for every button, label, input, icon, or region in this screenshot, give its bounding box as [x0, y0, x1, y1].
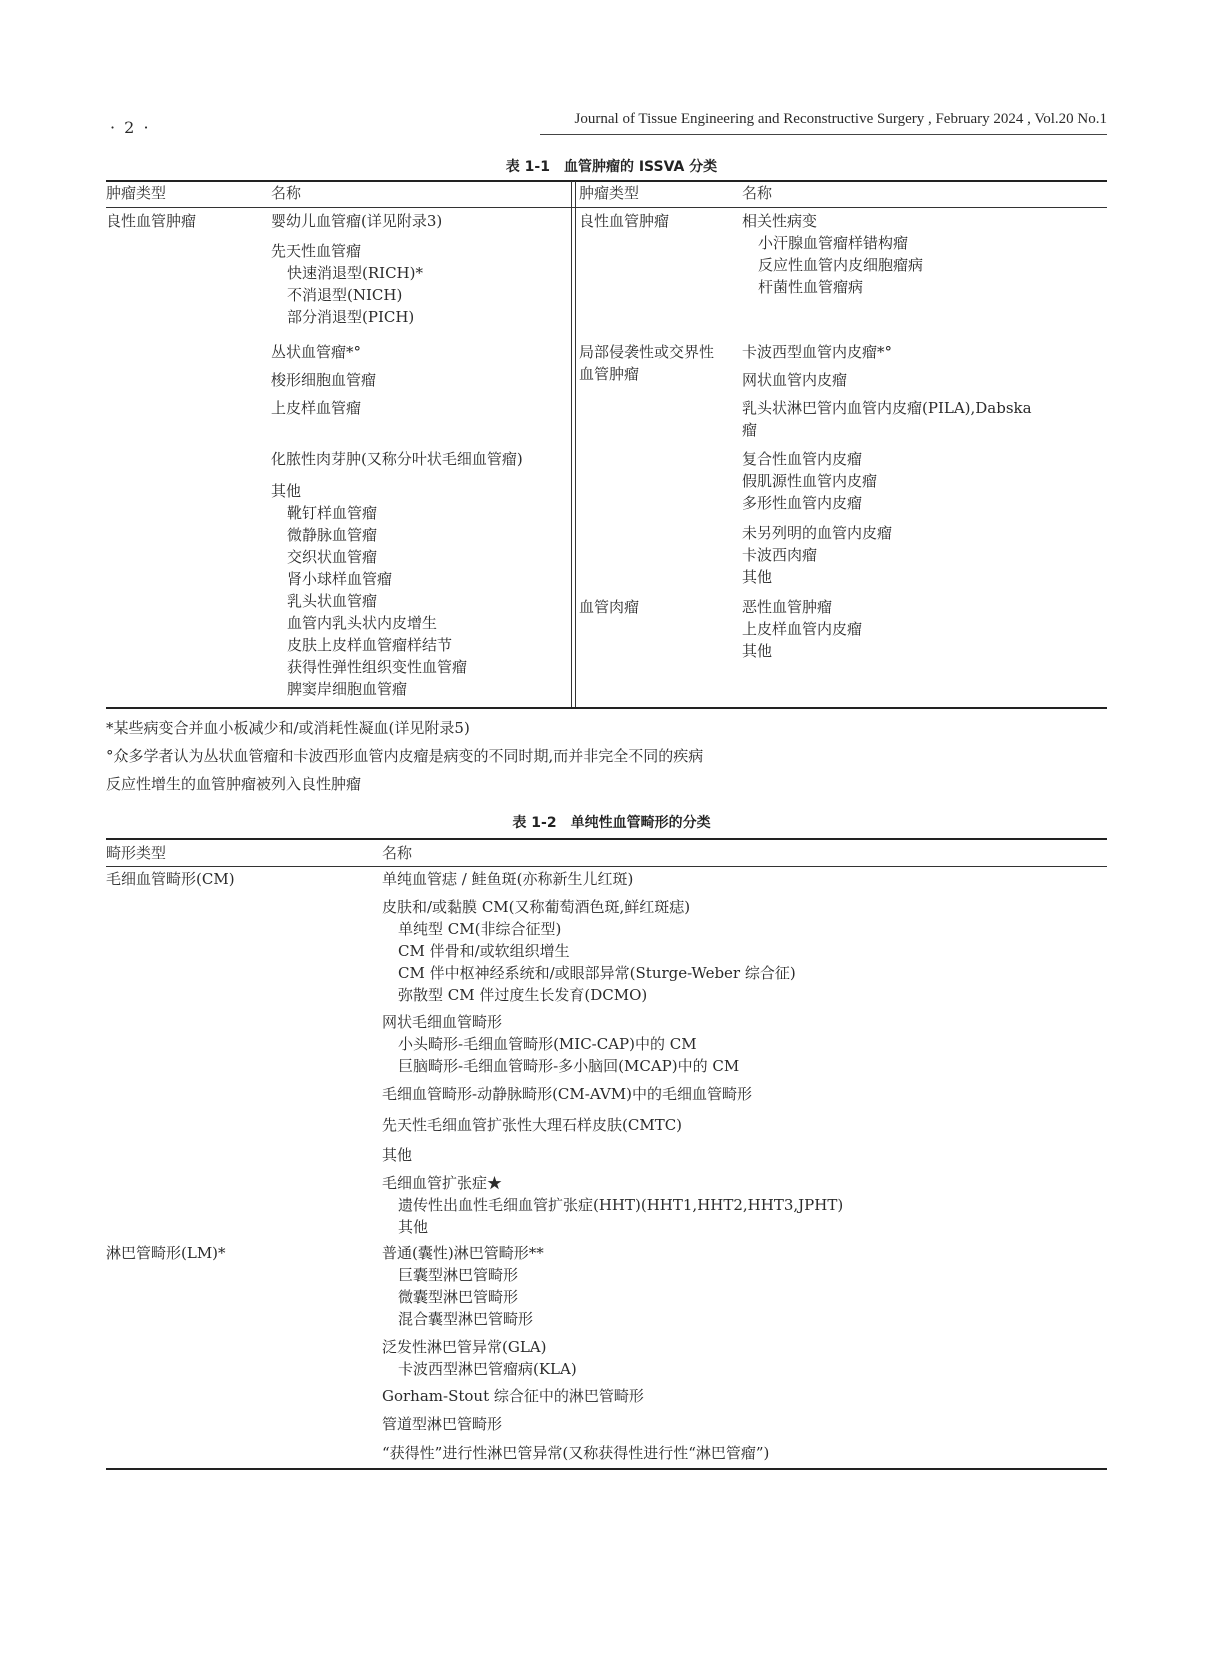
table-cell: 其他	[398, 1218, 429, 1236]
table-cell: 获得性弹性组织变性血管瘤	[287, 658, 468, 676]
page-number: · 2 ·	[110, 118, 151, 137]
table-cell: 其他	[742, 642, 773, 660]
table-cell: 网状血管内皮瘤	[742, 371, 848, 389]
table-footnote: °众多学者认为丛状血管瘤和卡波西形血管内皮瘤是病变的不同时期,而并非完全不同的疾病	[106, 747, 704, 765]
malformation-type: 毛细血管畸形(CM)	[106, 870, 235, 888]
table-cell: 卡波西型血管内皮瘤*°	[742, 343, 893, 361]
header-rule	[540, 134, 1107, 135]
table-cell: CM 伴中枢神经系统和/或眼部异常(Sturge-Weber 综合征)	[398, 964, 796, 982]
table-cell: 卡波西型淋巴管瘤病(KLA)	[398, 1360, 577, 1378]
table-cell: 皮肤和/或黏膜 CM(又称葡萄酒色斑,鲜红斑痣)	[382, 898, 691, 916]
table-cell: 毛细血管畸形-动静脉畸形(CM-AVM)中的毛细血管畸形	[382, 1085, 752, 1103]
tumor-type: 血管肿瘤	[579, 365, 640, 383]
table-cell: 多形性血管内皮瘤	[742, 494, 863, 512]
table-cell: 其他	[271, 482, 302, 500]
table-cell: 未另列明的血管内皮瘤	[742, 524, 893, 542]
running-head: Journal of Tissue Engineering and Reconstructive Surgery , February 2024 , Vol.20 No.1	[574, 111, 1107, 127]
table-cell: 靴钉样血管瘤	[287, 504, 378, 522]
table1-bottom-rule	[106, 707, 1107, 709]
table-cell: 不消退型(NICH)	[287, 286, 403, 304]
table1-divider	[571, 181, 572, 707]
table2-top-rule	[106, 838, 1107, 840]
table1-divider	[575, 181, 576, 707]
table-cell: 混合囊型淋巴管畸形	[398, 1310, 534, 1328]
table-cell: 上皮样血管瘤	[271, 399, 362, 417]
table-cell: 假肌源性血管内皮瘤	[742, 472, 878, 490]
table-cell: 毛细血管扩张症★	[382, 1174, 503, 1192]
column-header: 名称	[271, 184, 302, 202]
table-cell: 先天性毛细血管扩张性大理石样皮肤(CMTC)	[382, 1116, 683, 1134]
table-cell: 婴幼儿血管瘤(详见附录3)	[271, 212, 443, 230]
table-cell: 先天性血管瘤	[271, 242, 362, 260]
table-cell: 遗传性出血性毛细血管扩张症(HHT)(HHT1,HHT2,HHT3,JPHT)	[398, 1196, 844, 1214]
table-cell: 杆菌性血管瘤病	[758, 278, 864, 296]
table-cell: CM 伴骨和/或软组织增生	[398, 942, 570, 960]
table-cell: 其他	[382, 1146, 413, 1164]
table-cell: 梭形细胞血管瘤	[271, 371, 377, 389]
table-cell: 乳头状淋巴管内血管内皮瘤(PILA),Dabska	[742, 399, 1032, 417]
table-cell: 巨囊型淋巴管畸形	[398, 1266, 519, 1284]
table-cell: “获得性”进行性淋巴管异常(又称获得性进行性“淋巴管瘤”)	[382, 1444, 770, 1462]
tumor-type: 良性血管肿瘤	[106, 212, 197, 230]
table-cell: 皮肤上皮样血管瘤样结节	[287, 636, 453, 654]
table-cell: 微囊型淋巴管畸形	[398, 1288, 519, 1306]
table-cell: 血管内乳头状内皮增生	[287, 614, 438, 632]
table-cell: 网状毛细血管畸形	[382, 1013, 503, 1031]
table-cell: 交织状血管瘤	[287, 548, 378, 566]
table-cell: 普通(囊性)淋巴管畸形**	[382, 1244, 544, 1262]
table-cell: 肾小球样血管瘤	[287, 570, 393, 588]
table-cell: 管道型淋巴管畸形	[382, 1415, 503, 1433]
table-cell: 卡波西肉瘤	[742, 546, 818, 564]
tumor-type: 良性血管肿瘤	[579, 212, 670, 230]
table-footnote: 反应性增生的血管肿瘤被列入良性肿瘤	[106, 775, 362, 793]
table-cell: 其他	[742, 568, 773, 586]
table-cell: 反应性血管内皮细胞瘤病	[758, 256, 924, 274]
column-header: 名称	[742, 184, 773, 202]
table-cell: 相关性病变	[742, 212, 818, 230]
table1-caption: 表 1-1 血管肿瘤的 ISSVA 分类	[505, 159, 718, 175]
malformation-type: 淋巴管畸形(LM)*	[106, 1244, 226, 1262]
table-cell: 单纯血管痣 / 鲑鱼斑(亦称新生儿红斑)	[382, 870, 634, 888]
table-cell: 部分消退型(PICH)	[287, 308, 415, 326]
table-cell: 弥散型 CM 伴过度生长发育(DCMO)	[398, 986, 648, 1004]
table-cell: 复合性血管内皮瘤	[742, 450, 863, 468]
table-cell: Gorham-Stout 综合征中的淋巴管畸形	[382, 1387, 644, 1405]
table-cell: 单纯型 CM(非综合征型)	[398, 920, 562, 938]
tumor-type: 血管肉瘤	[579, 598, 640, 616]
table-cell: 巨脑畸形-毛细血管畸形-多小脑回(MCAP)中的 CM	[398, 1057, 740, 1075]
table-cell: 丛状血管瘤*°	[271, 343, 362, 361]
column-header: 肿瘤类型	[106, 184, 167, 202]
table-cell: 恶性血管肿瘤	[742, 598, 833, 616]
table-cell: 小头畸形-毛细血管畸形(MIC-CAP)中的 CM	[398, 1035, 697, 1053]
column-header: 畸形类型	[106, 844, 167, 862]
table-cell: 乳头状血管瘤	[287, 592, 378, 610]
column-header: 名称	[382, 844, 413, 862]
table-cell: 化脓性肉芽肿(又称分叶状毛细血管瘤)	[271, 450, 523, 468]
table-cell: 上皮样血管内皮瘤	[742, 620, 863, 638]
table-footnote: *某些病变合并血小板减少和/或消耗性凝血(详见附录5)	[106, 719, 470, 737]
table-cell: 小汗腺血管瘤样错构瘤	[758, 234, 909, 252]
table-cell: 微静脉血管瘤	[287, 526, 378, 544]
tumor-type: 局部侵袭性或交界性	[579, 343, 715, 361]
table-cell: 瘤	[742, 421, 758, 439]
table2-caption: 表 1-2 单纯性血管畸形的分类	[512, 815, 711, 831]
table-cell: 快速消退型(RICH)*	[287, 264, 423, 282]
table2-header-rule	[106, 866, 1107, 867]
column-header: 肿瘤类型	[579, 184, 640, 202]
table-cell: 脾窦岸细胞血管瘤	[287, 680, 408, 698]
table-cell: 泛发性淋巴管异常(GLA)	[382, 1338, 547, 1356]
table2-bottom-rule	[106, 1468, 1107, 1470]
table1-header-rule	[106, 207, 1107, 208]
